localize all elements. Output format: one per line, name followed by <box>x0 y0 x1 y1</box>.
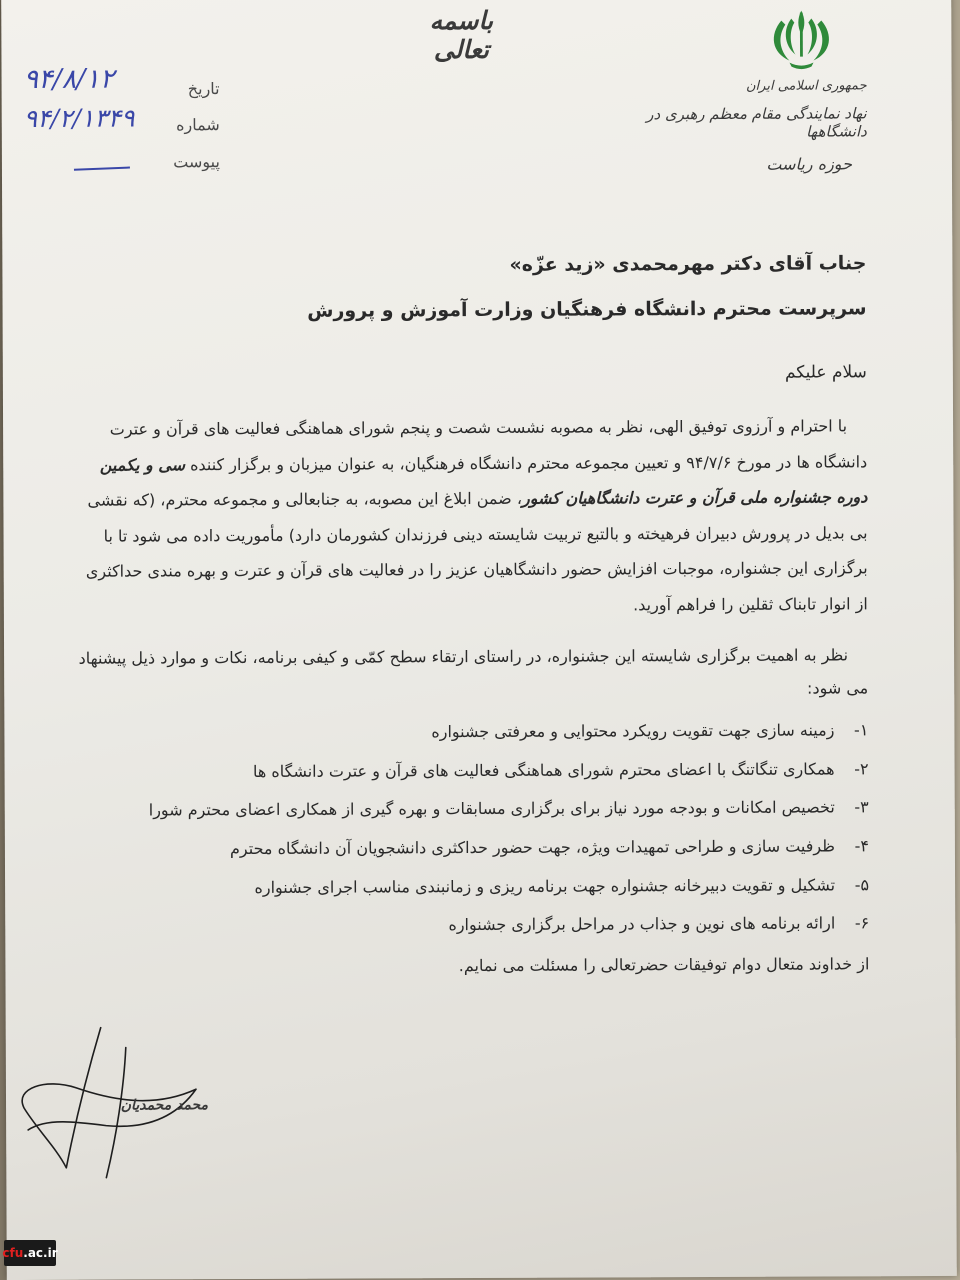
item-number: ۳- <box>854 797 869 817</box>
organization-office: حوزه ریاست <box>766 154 852 174</box>
body-text-start: با احترام و آرزوی توفیق الهی، نظر به مصوبه نشست شصت و پنجم شورای هماهنگی فعالیت های قرآن و عترت دانشگاه ها در مورخ ۹۴/۷/۶ و تعیین مجموعه محترم دانشگاه فرهنگیان، به عنوان میزبان و برگزار کننده <box>109 416 868 474</box>
signatory-name: محمد محمدیان <box>120 1097 209 1114</box>
letter-paper <box>1 0 957 1280</box>
list-item <box>109 904 869 946</box>
closing-line: از خداوند متعال دوام توفیقات حضرتعالی را مسئلت می نمایم. <box>458 954 870 976</box>
recipient-name: جناب آقای دکتر مهرمحمدی «زید عزّه» <box>509 252 867 276</box>
item-text: تشکیل و تقویت دبیرخانه جشنواره جهت برنامه ریزی و زمانبندی مناسب اجرای جشنواره <box>254 875 836 897</box>
attachment-dash <box>74 167 130 171</box>
number-value: ۹۴/۲/۱۳۴۹ <box>23 103 135 133</box>
suggestions-list <box>108 710 869 945</box>
watermark-suffix: .ac.ir <box>23 1246 58 1260</box>
list-item <box>109 788 869 830</box>
iran-emblem-icon <box>761 4 841 74</box>
list-item <box>109 826 869 868</box>
recipient-title: سرپرست محترم دانشگاه فرهنگیان وزارت آموزش و پرورش <box>307 297 867 322</box>
watermark-prefix: cfu <box>2 1246 24 1260</box>
item-text: تخصیص امکانات و بودجه مورد نیاز برای برگزاری مسابقات و بهره گیری از همکاری اعضای محترم شورا <box>148 797 835 820</box>
date-value: ۹۴/۸/۱۲ <box>23 63 115 95</box>
site-watermark <box>4 1240 56 1266</box>
item-text: زمینه سازی جهت تقویت رویکرد محتوایی و معرفتی جشنواره <box>431 720 835 742</box>
list-item <box>108 710 868 752</box>
attachment-label: پیوست <box>173 152 220 172</box>
organization-name: نهاد نمایندگی مقام معظم رهبری در دانشگاهها <box>646 104 867 141</box>
item-text: همکاری تنگاتنگ با اعضای محترم شورای هماهنگی فعالیت های قرآن و عترت دانشگاه ها <box>252 758 835 781</box>
lead-in-text: نظر به اهمیت برگزاری شایسته این جشنواره، در راستای ارتقاء سطح کمّی و کیفی برنامه، نکات و موارد ذیل پیشنهاد می شود: <box>78 645 869 698</box>
list-item <box>109 865 869 907</box>
basmala-heading: باسمه تعالی <box>429 5 494 65</box>
suggestions-intro <box>78 638 868 707</box>
item-number: ۵- <box>854 874 870 894</box>
item-number: ۶- <box>854 913 870 933</box>
body-text-end: ، ضمن ابلاغ این مصوبه، به جنابعالی و مجموعه محترم، (که نقشی بی بدیل در پرورش دبیران فرهیخته و بالتبع تربیت شایسته دینی فرزندان کشورمان دارد) مأموریت داده می شود تا با برگزاری این جشنواره، موجبات افزایش حضور دانشگاهیان عزیز را در فعالیت های قرآن و عترت و بهره مندی حداکثری از انوار تابناک ثقلین را فراهم آورید. <box>85 488 868 614</box>
item-number: ۴- <box>854 836 869 856</box>
number-label: شماره <box>176 115 220 135</box>
date-label: تاریخ <box>187 79 220 99</box>
greeting: سلام علیکم <box>784 362 867 383</box>
item-number: ۱- <box>853 720 869 740</box>
body-paragraph <box>77 408 868 624</box>
letter-body <box>77 408 868 624</box>
item-number: ۲- <box>854 758 869 778</box>
item-text: ظرفیت سازی و طراحی تمهیدات ویژه، جهت حضور حداکثری دانشجویان آن دانشگاه محترم <box>229 836 835 858</box>
list-item <box>108 749 868 791</box>
festival-name: سی و یکمین دوره جشنواره ملی قرآن و عترت دانشگاهیان کشور <box>99 454 868 508</box>
item-text: ارائه برنامه های نوین و جذاب در مراحل برگزاری جشنواره <box>448 913 836 935</box>
organization-country: جمهوری اسلامی ایران <box>745 78 867 94</box>
